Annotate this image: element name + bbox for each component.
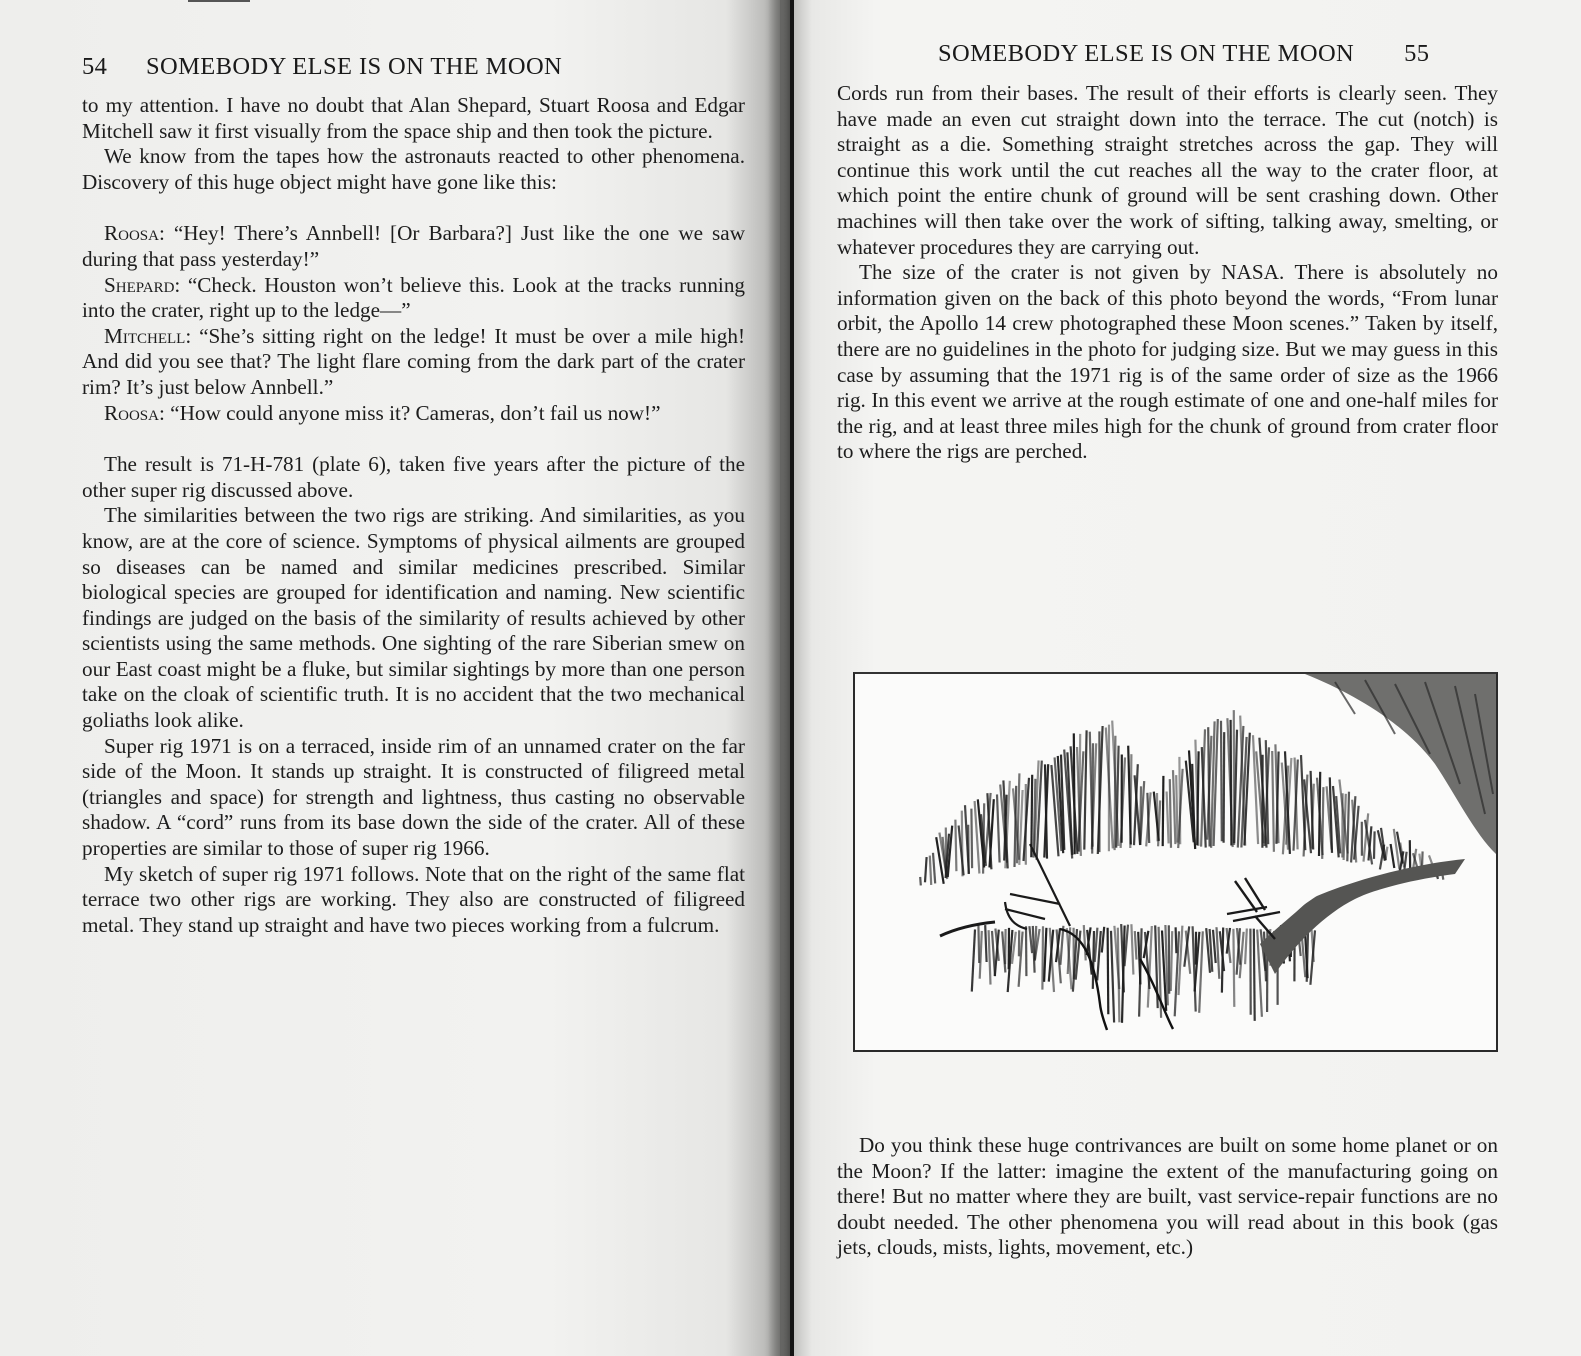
hatch-stroke — [971, 809, 972, 869]
right-page-body-continued — [837, 1133, 1498, 1261]
hatch-stroke — [1108, 928, 1109, 1015]
paragraph: Cords run from their bases. The result of their efforts is clearly seen. They have made an even cut straight down into the terrace. The cut (notch) is straight as a die. Something straight stretches across the gap. They will continue this work until the cut reaches all the way to the crater floor, at which point the entire chunk of ground will be sent crashing down. Other machines will then take over the work of sifting, talking away, smelting, or whatever procedures they are carrying out. — [837, 81, 1498, 259]
hatch-stroke — [1344, 794, 1346, 860]
hatch-stroke — [1347, 792, 1349, 862]
hatch-stroke — [1163, 776, 1164, 846]
dialogue-line: Roosa: “Hey! There’s Annbell! [Or Barbara?] Just like the one we saw during that pass yesterday!” — [82, 221, 745, 271]
dialogue-text: “Check. Houston won’t believe this. Look at the tracks running into the crater, right up to the ledge—” — [82, 272, 746, 323]
hatch-stroke — [920, 877, 921, 886]
hatch-stroke — [1019, 790, 1022, 865]
page-number: 54 — [82, 53, 108, 80]
hatch-stroke — [1173, 770, 1175, 844]
hatch-stroke — [983, 803, 984, 873]
hatch-stroke — [978, 924, 979, 963]
hatch-stroke — [925, 857, 927, 882]
hatch-stroke — [1029, 926, 1032, 953]
paragraph: The similarities between the two rigs are striking. And similarities, as you know, are at the core of science. Symptoms of physical ailments are grouped so diseases can be named and similar medicines prescribed. Similar biological species are grouped for identification and naming. New scientific findings are judged on the basis of the similarity of results achieved by other scientists using the same methods. One sighting of the rare Siberian smew on our East coast might be a fluke, but similar sightings by more than one person take on the cloak of scientific truth. It is no accident that the two mechanical goliaths look alike. — [82, 503, 745, 733]
hatch-stroke — [930, 856, 931, 885]
paragraph: Do you think these huge contrivances are built on some home planet or on the Moon? If the latter: imagine the extent of the manufacturing going on there! But no matter where they are built, vast service-repair functions are no doubt needed. The other phenomena you will read about in this book (gas jets, clouds, mists, lights, movement, etc.) — [837, 1133, 1498, 1260]
book-title: SOMEBODY ELSE IS ON THE MOON — [146, 53, 563, 80]
hatch-stroke — [1095, 928, 1098, 962]
hatch-stroke — [1176, 927, 1177, 953]
hatch-stroke — [1254, 926, 1255, 1021]
dialogue-line: Mitchell: “She’s sitting right on the ledge! It must be over a mile high! And did you see that? The light flare coming from the dark part of the crater rim? It’s just below Annbell.” — [82, 323, 746, 399]
hatch-stroke — [1224, 732, 1225, 843]
book-spine-shadow — [768, 0, 790, 1356]
hatch-stroke — [1157, 793, 1158, 841]
right-page — [780, 0, 1581, 1356]
hatch-stroke — [1171, 931, 1172, 991]
ledge-line — [940, 922, 995, 936]
hatch-stroke — [1319, 772, 1320, 856]
dialogue-line: Roosa: “How could anyone miss it? Cameras, don’t fail us now!” — [104, 400, 661, 425]
terrace-lower-hatching — [972, 924, 1315, 1023]
hatch-stroke — [1222, 927, 1223, 992]
hatch-stroke — [997, 794, 1000, 862]
hatch-stroke — [1197, 751, 1198, 845]
hatch-stroke — [968, 825, 969, 874]
book-title: SOMEBODY ELSE IS ON THE MOON — [938, 40, 1355, 67]
hatch-stroke — [1084, 925, 1086, 960]
running-head-left — [82, 53, 562, 81]
hatch-stroke — [1386, 847, 1388, 861]
book-spine — [790, 0, 794, 1356]
hatch-stroke — [1060, 926, 1063, 965]
paragraph: The result is 71-H-781 (plate 6), taken five years after the picture of the other super rig discussed above. — [82, 452, 745, 502]
hatch-stroke — [1084, 730, 1086, 849]
hatch-stroke — [1374, 831, 1375, 859]
paragraph: Super rig 1971 is on a terraced, inside rim of an unnamed crater on the far side of the Moon. It stands up straight. It is constructed of filigreed metal (triangles and space) for strength and lightness, thus casting no observable shadow. A “cord” runs from its base down the side of the crater. All of these properties are similar to those of super rig 1966. — [82, 733, 745, 861]
hatch-stroke — [1005, 929, 1006, 964]
hatch-stroke — [972, 929, 975, 991]
hatch-stroke — [1102, 927, 1104, 953]
dialogue-text: “How could anyone miss it? Cameras, don’t fail us now!” — [170, 400, 661, 425]
hatch-stroke — [1176, 775, 1177, 843]
running-head-right — [938, 40, 1429, 68]
hatch-stroke — [1221, 721, 1222, 842]
speaker: Roosa — [104, 400, 159, 425]
hatch-stroke — [962, 811, 963, 877]
hatch-stroke — [933, 853, 935, 884]
hatch-stroke — [1074, 733, 1075, 854]
page-number: 55 — [1404, 40, 1430, 67]
hatch-stroke — [1097, 931, 1101, 980]
scan-mark — [188, 0, 250, 2]
hatch-stroke — [1199, 931, 1203, 1013]
left-page — [0, 0, 780, 1356]
speaker: Mitchell — [104, 323, 186, 348]
hatch-stroke — [1115, 736, 1116, 850]
right-page-body — [837, 81, 1498, 465]
hatch-stroke — [1158, 800, 1160, 846]
hatch-stroke — [1135, 931, 1137, 960]
hatch-stroke — [1042, 926, 1043, 989]
rig-sketch-drawing — [855, 674, 1496, 1050]
hatch-stroke — [955, 820, 956, 872]
dialogue-text: “She’s sitting right on the ledge! It must be over a mile high! And did you see that? The light flare coming from the dark part of the crater rim? It’s just below Annbell.” — [82, 323, 746, 399]
hatch-stroke — [989, 930, 991, 984]
hatch-stroke — [1111, 931, 1114, 1023]
left-page-body — [82, 93, 745, 938]
hatch-stroke — [1245, 925, 1247, 964]
hatch-stroke — [1216, 925, 1219, 979]
hatch-stroke — [1130, 754, 1131, 848]
hatch-stroke — [1213, 930, 1216, 963]
paragraph: The size of the crater is not given by NASA. There is absolutely no information given on the back of this photo beyond the words, “From lunar orbit, the Apollo 14 crew photographed these Moon scenes.” Taken by itself, there are no guidelines in the photo for judging size. But we may guess in this case by assuming that the 1971 rig is of the same order of size as the 1966 rig. In this event we arrive at the rough estimate of one and one-half miles for the rig, and at least three miles high for the chunk of ground from crater floor to where the rigs are perched. — [837, 260, 1498, 464]
hatch-stroke — [1322, 787, 1323, 859]
paragraph: My sketch of super rig 1971 follows. Note that on the right of the same flat terrace two other rigs are working. They also are constructed of filigreed metal. They stand up straight and have two pieces working from a fulcrum. — [82, 861, 745, 937]
hatch-stroke — [980, 931, 982, 979]
speaker: Roosa — [104, 221, 159, 246]
hatch-stroke — [1170, 779, 1171, 848]
hatch-stroke — [1391, 844, 1395, 868]
hatch-stroke — [1272, 751, 1274, 852]
speaker: Shepard — [104, 272, 175, 297]
paragraph: to my attention. I have no doubt that Alan Shepard, Stuart Roosa and Edgar Mitchell saw it first visually from the space ship and then took the picture. — [82, 93, 745, 143]
hatch-stroke — [1118, 928, 1120, 1023]
paragraph: We know from the tapes how the astronauts reacted to other phenomena. Discovery of this huge object might have gone like this: — [82, 144, 745, 194]
hatch-stroke — [1167, 792, 1169, 844]
sketch-figure — [853, 672, 1498, 1052]
hatch-stroke — [1233, 929, 1234, 1007]
dialogue-text: “Hey! There’s Annbell! [Or Barbara?] Just like the one we saw during that pass yesterday!” — [82, 221, 745, 271]
hatch-stroke — [1231, 720, 1232, 846]
hatch-stroke — [1044, 928, 1046, 982]
hatch-stroke — [985, 925, 986, 962]
hatch-stroke — [1131, 924, 1133, 975]
crater-wall-shading — [1305, 674, 1496, 854]
dialogue-line: Shepard: “Check. Houston won’t believe this. Look at the tracks running into the crater, right up to the ledge—” — [82, 272, 746, 323]
